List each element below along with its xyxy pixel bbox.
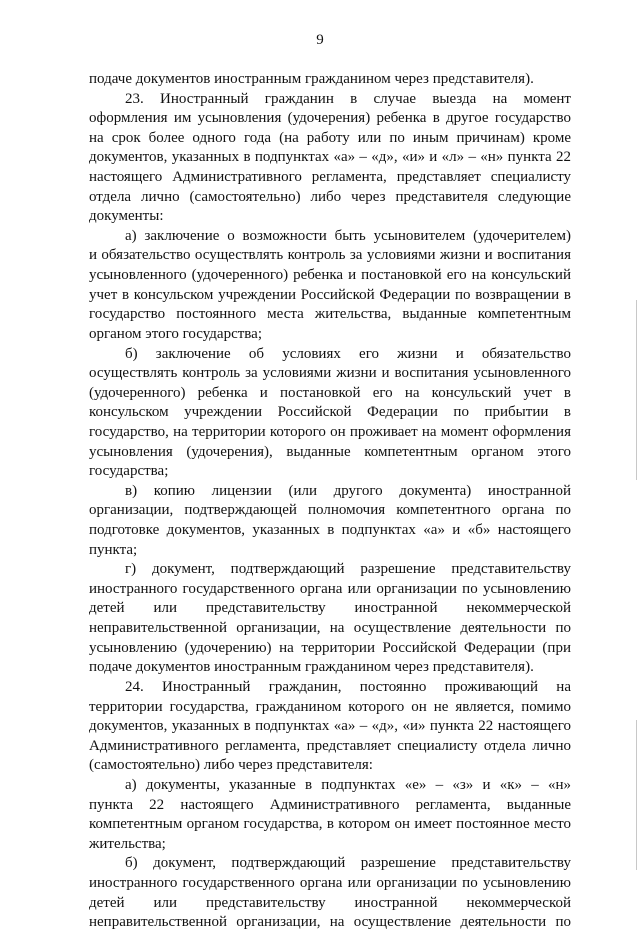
text-line: государства;	[89, 463, 169, 480]
text-line: подаче документов иностранным гражданином через представителя).	[89, 71, 534, 87]
text-line: на срок более одного года (на работу или по иным причинам) кроме	[89, 129, 571, 146]
text-line: усыновленного (удочеренного) ребенка и постановкой его на консульский	[89, 267, 571, 284]
text-line: усыновлению (удочерению) на территории Российской Федерации (при	[89, 639, 571, 656]
text-line: настоящего Административного регламента, представляет специалисту	[89, 169, 571, 186]
text-line: подготовке документов, указанных в подпунктах «а» и «б» настоящего	[89, 522, 571, 539]
text-line: осуществлять контроль за условиями жизни и воспитания усыновленного	[89, 365, 571, 382]
text-line: государство постоянного места жительства, выданные компетентным	[89, 306, 571, 323]
text-line: органом этого государства;	[89, 325, 262, 342]
text-line: неправительственной организации, на осуществление деятельности по	[89, 914, 571, 931]
text-line: Административного регламента, представляет специалисту отдела лично	[89, 737, 571, 754]
text-line: отдела лично (самостоятельно) либо через представителя следующие	[89, 188, 571, 205]
text-line: и обязательство осуществлять контроль за условиями жизни и воспитания	[89, 247, 571, 264]
text-line: жительства;	[89, 835, 166, 852]
text-line: а) заключение о возможности быть усыновителем (удочерителем)	[125, 227, 571, 244]
body-text	[89, 70, 571, 933]
text-line: документов, указанных в подпунктах «а» – «д», «и» пункта 22 настоящего	[89, 718, 571, 735]
scan-edge-mark	[636, 720, 637, 870]
text-line: государство, на территории которого он проживает на момент оформления	[89, 423, 571, 440]
text-line: 23. Иностранный гражданин в случае выезда на момент	[125, 90, 571, 107]
text-line: а) документы, указанные в подпунктах «е» – «з» и «к» – «н»	[125, 776, 571, 793]
text-line: документов, указанных в подпунктах «а» – «д», «и» и «л» – «н» пункта 22	[89, 149, 571, 166]
text-line: детей или представительству иностранной некоммерческой	[89, 600, 571, 617]
text-line: оформления им усыновления (удочерения) ребенка в другое государство	[89, 110, 571, 127]
text-line: компетентным органом государства, в котором он имеет постоянное место	[89, 816, 571, 833]
text-line: г) документ, подтверждающий разрешение представительству	[125, 561, 571, 578]
text-line: иностранного государственного органа или организации по усыновлению	[89, 580, 571, 597]
text-line: документы:	[89, 208, 164, 225]
text-line: 24. Иностранный гражданин, постоянно проживающий на	[125, 678, 571, 695]
text-line: (удочеренного) ребенка и постановкой его на консульский учет в	[89, 384, 571, 401]
text-line: территории государства, гражданином которого он не является, помимо	[89, 698, 571, 715]
text-line: учет в консульском учреждении Российской Федерации по возвращении в	[89, 286, 571, 303]
text-line: организации, подтверждающей полномочия компетентного органа по	[89, 502, 571, 519]
text-line: в) копию лицензии (или другого документа) иностранной	[125, 482, 571, 499]
text-line: (самостоятельно) либо через представителя:	[89, 757, 373, 774]
text-line: детей или представительству иностранной некоммерческой	[89, 894, 571, 911]
page-number: 9	[316, 32, 324, 48]
text-line: неправительственной организации, на осуществление деятельности по	[89, 620, 571, 637]
text-line: б) заключение об условиях его жизни и обязательство	[125, 345, 571, 362]
text-line: подаче документов иностранным гражданином через представителя).	[89, 659, 534, 676]
text-line: пункта 22 настоящего Административного регламента, выданные	[89, 796, 571, 813]
text-line: пункта;	[89, 541, 138, 558]
text-line: усыновления (удочерения), выданные компетентным органом этого	[89, 443, 571, 460]
scan-edge-mark	[636, 300, 637, 480]
text-line: б) документ, подтверждающий разрешение представительству	[125, 855, 571, 872]
text-line: иностранного государственного органа или организации по усыновлению	[89, 874, 571, 891]
text-line: консульском учреждении Российской Федерации по прибытии в	[89, 404, 571, 421]
